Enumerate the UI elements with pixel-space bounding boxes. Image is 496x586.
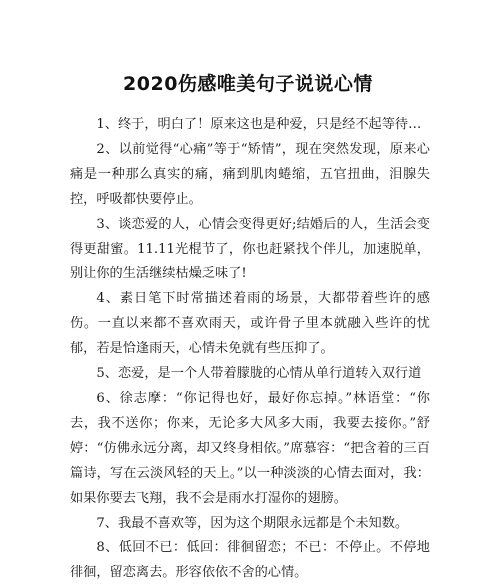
paragraph-8: 8、低回不已：低回：徘徊留恋；不已：不停止。不停地徘徊，留恋离去。形容依依不舍的心情。 [70, 540, 430, 581]
paragraph-5: 5、恋爱，是一个人带着朦胧的心情从单行道转入双行道 [96, 366, 422, 382]
paragraph-4: 4、素日笔下时常描述着雨的场景，大都带着些许的感伤。一直以来都不喜欢雨天，或许骨子里本就融入些许的忧郁，若是恰逢雨天，心情未免就有些压抑了。 [70, 291, 430, 357]
paragraph-1: 1、终于，明白了！原来这也是种爱，只是经不起等待… [96, 117, 422, 132]
paragraph-2: 2、以前觉得“心痛”等于“矫情”，现在突然发现，原来心痛是一种那么真实的痛，痛到肌肉蜷缩，五官扭曲，泪腺失控，呼吸都快要停止。 [70, 141, 430, 207]
document-title: 2020伤感唯美句子说说心情 [123, 73, 373, 95]
paragraph-6: 6、徐志摩：“你记得也好，最好你忘掉。”林语堂：“你去，我不送你；你来，无论多大风多大雨，我要去接你。”舒婷：“仿佛永远分离，却又终身相依。”席慕容：“把含着的三百篇诗，写在云淡风轻的天上。”以一种淡淡的心情去面对，我：如果你要去飞翔，我不会是雨水打湿你的翅膀。 [70, 390, 430, 506]
paragraph-3: 3、谈恋爱的人，心情会变得更好;结婚后的人，生活会变得更甜蜜。11.11光棍节了，你也赶紧找个伴儿，加速脱单，别让你的生活继续枯燥乏味了! [70, 216, 430, 282]
paragraph-7: 7、我最不喜欢等，因为这个期限永远都是个未知数。 [96, 515, 409, 531]
document-body [70, 113, 430, 586]
